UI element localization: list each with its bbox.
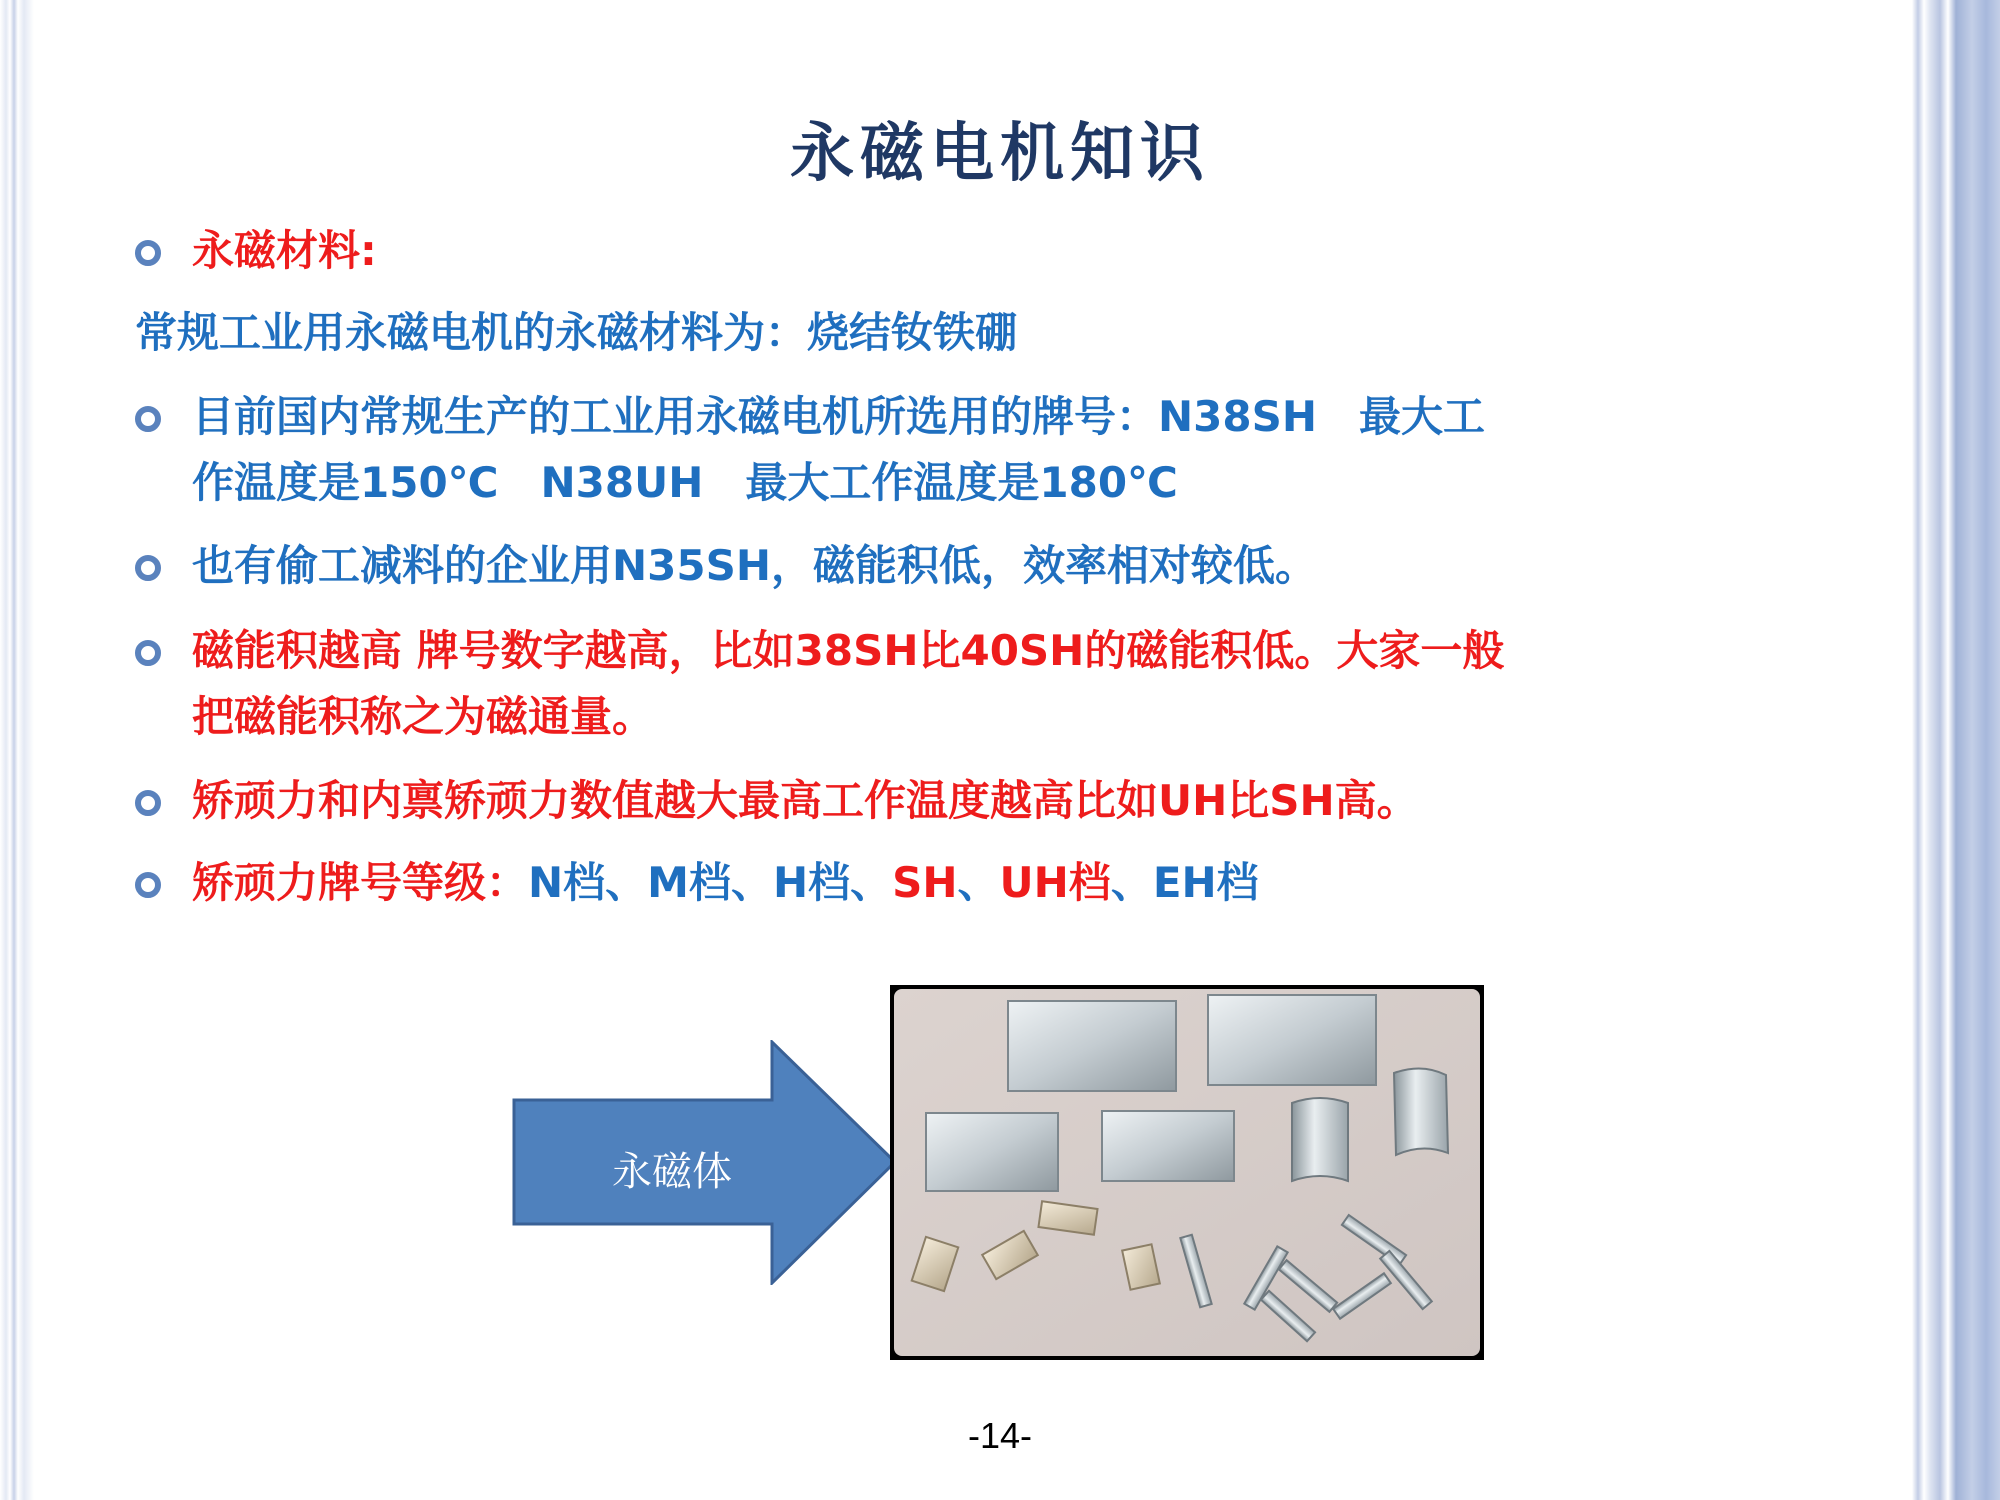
bullet4-line2: 把磁能积称之为磁通量。 xyxy=(192,692,655,741)
bullet-icon xyxy=(135,240,161,266)
bullet6-grades-b: 、EH档 xyxy=(1110,858,1259,907)
bullet2-line2: 作温度是150℃ N38UH 最大工作温度是180℃ xyxy=(192,458,1178,507)
heading-permanent-magnet-material: 永磁材料: xyxy=(192,226,377,275)
bullet-icon xyxy=(135,640,161,666)
slide-title: 永磁电机知识 xyxy=(790,116,1210,191)
magnets-image xyxy=(890,985,1484,1360)
bullet2-line1: 目前国内常规生产的工业用永磁电机所选用的牌号：N38SH 最大工 xyxy=(192,392,1485,441)
bullet5-text: 矫顽力和内禀矫顽力数值越大最高工作温度越高比如UH比SH高。 xyxy=(192,776,1419,825)
arrow-shape xyxy=(512,1040,897,1285)
bullet6-grades-a: N档、M档、H档、 xyxy=(528,858,893,907)
bullet4-line1: 磁能积越高 牌号数字越高，比如38SH比40SH的磁能积低。大家一般 xyxy=(192,626,1505,675)
slide-frame-right xyxy=(1912,0,2000,1500)
bullet-icon xyxy=(135,555,161,581)
arrow-label: 永磁体 xyxy=(612,1149,732,1195)
page-number: -14- xyxy=(967,1415,1033,1456)
bullet6-prefix: 矫顽力牌号等级： xyxy=(192,858,529,907)
bullet-icon xyxy=(135,872,161,898)
bullet6-sep: 、 xyxy=(957,858,1000,907)
subline-material: 常规工业用永磁电机的永磁材料为：烧结钕铁硼 xyxy=(135,308,1018,357)
bullet6-text xyxy=(192,850,1259,916)
bullet3-text: 也有偷工减料的企业用N35SH，磁能积低，效率相对较低。 xyxy=(192,541,1317,590)
magnet-photo xyxy=(890,985,1484,1360)
bullet-icon xyxy=(135,790,161,816)
bullet6-grade-sh: SH xyxy=(892,858,958,907)
slide-frame-left xyxy=(0,0,34,1500)
bullet-icon xyxy=(135,406,161,432)
bullet6-grade-uh: UH档 xyxy=(999,858,1111,907)
